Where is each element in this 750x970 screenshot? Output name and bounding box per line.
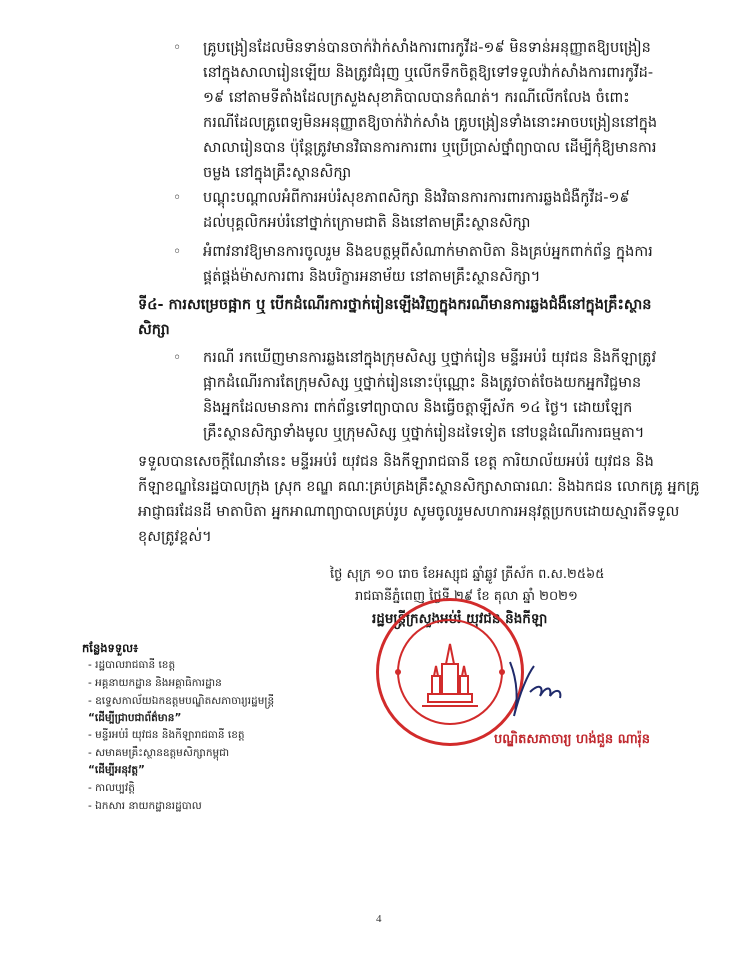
text-line: បណ្តុះបណ្តាលអំពីការអប់រំសុខភាពសិក្សា និងវិធានការការពារការឆ្លងជំងឺកូវីដ-១៩	[203, 190, 630, 206]
text-line: ខុសត្រូវខ្ពស់។	[138, 529, 212, 545]
page-number: 4	[376, 913, 382, 925]
bullet-marker: ◦	[173, 244, 182, 260]
cc-item: - មន្ទីរអប់រំ យុវជន និងកីឡារាជធានី ខេត្ត	[88, 729, 245, 741]
text-line: នៅក្នុងសាលារៀនឡើយ និងត្រូវជំរុញ ឬលើកទឹកចិត្តឱ្យទៅទទួលវ៉ាក់សាំងការពារកូវីដ-	[203, 65, 654, 81]
cc-item: - សមាគមគ្រឹះស្ថានឧត្តមសិក្សាកម្ពុជា	[88, 747, 230, 759]
cc-item: - រដ្ឋបាលរាជធានី ខេត្ត	[88, 659, 176, 671]
text-line: កីឡាខណ្ឌនៃរដ្ឋបាលក្រុង ស្រុក ខណ្ឌ គណៈគ្រប់គ្រងគ្រឹះស្ថានសិក្សាសាធារណៈ និងឯកជន លោកគ្រូ អ្នកគ្រូ	[138, 479, 700, 495]
cc-item: - ឯកសារ នាយកដ្ឋានរដ្ឋបាល	[88, 800, 202, 812]
text-line: ករណី រកឃើញមានការឆ្លងនៅក្នុងក្រុមសិស្ស ឬថ្នាក់រៀន មន្ទីរអប់រំ យុវជន និងកីឡាត្រូវ	[203, 350, 657, 366]
office-title: រដ្ឋមន្ត្រីក្រសួងអប់រំ យុវជន និងកីឡា	[372, 611, 548, 627]
lunar-date: ថ្ងៃ សុក្រ ១០ រោច ខែអស្សុជ ឆ្នាំឆ្លូវ ត្រីស័ក ព.ស.២៥៦៥	[330, 567, 605, 582]
text-line: ផ្គត់ផ្គង់ម៉ាសការពារ និងបរិក្ខារអនាម័យ នៅតាមគ្រឹះស្ថានសិក្សា។	[203, 269, 541, 285]
text-line: ចម្លង នៅក្នុងគ្រឹះស្ថានសិក្សា	[203, 165, 352, 181]
section-heading: ទី៤- ការសម្រេចផ្អាក ឬ បើកដំណើរការថ្នាក់រៀនឡើងវិញក្នុងករណីមានការឆ្លងជំងឺនៅក្នុងគ្រឹះស្ថាន	[138, 297, 652, 313]
text-line: អាជ្ញាធរដែនដី មាតាបិតា អ្នកអាណាព្យាបាលគ្រប់រូប សូមចូលរួមសហការអនុវត្តប្រកបដោយស្មារតីទទួល	[138, 504, 680, 520]
cc-item-note: “ដើម្បីអនុវត្ត”	[88, 764, 145, 776]
text-line: សាលារៀនបាន ប៉ុន្តែត្រូវមានវិធានការការពារ ឬប្រើប្រាស់ថ្នាំព្យាបាល ដើម្បីកុំឱ្យមានការ	[203, 140, 657, 156]
cc-item: - អគ្គនាយកដ្ឋាន និងអគ្គាធិការដ្ឋាន	[88, 677, 222, 689]
text-line: ទទួលបានសេចក្តីណែនាំនេះ មន្ទីរអប់រំ យុវជន និងកីឡារាជធានី ខេត្ត ការិយាល័យអប់រំ យុវជន និង	[138, 454, 654, 470]
text-line: អំពាវនាវឱ្យមានការចូលរួម និងឧបត្ថម្ភពីសំណាក់មាតាបិតា និងគ្រប់អ្នកពាក់ព័ន្ធ ក្នុងការ	[203, 244, 653, 260]
section-heading-cont: សិក្សា	[138, 322, 170, 338]
bullet-marker: ◦	[173, 40, 182, 56]
bullet-marker: ◦	[173, 190, 182, 206]
bullet-marker: ◦	[173, 350, 182, 366]
text-line: ករណីដែលគ្រូពេទ្យមិនអនុញ្ញាតឱ្យចាក់វ៉ាក់សាំង គ្រូបង្រៀនទាំងនោះអាចបង្រៀននៅក្នុង	[203, 115, 658, 131]
text-line: និងអ្នកដែលមានការ ពាក់ព័ន្ធទៅព្យាបាល និងធ្វើចត្តាឡីស័ក ១៤ ថ្ងៃ។ ដោយឡែក	[203, 400, 633, 416]
cc-title: កន្លែងទទួល៖	[82, 641, 139, 655]
text-line: ផ្អាកដំណើរការតែក្រុមសិស្ស ឬថ្នាក់រៀននោះប៉ុណ្ណោះ និងត្រូវចាត់ចែងយកអ្នកវិជ្ជមាន	[203, 375, 642, 391]
cc-item: - ឧទ្ទេសកាល័យឯកឧត្តមបណ្ឌិតសភាចារ្យរដ្ឋមន្ត្រី	[88, 695, 275, 707]
text-line: គ្រូបង្រៀនដែលមិនទាន់បានចាក់វ៉ាក់សាំងការពារកូវីដ-១៩ មិនទាន់អនុញ្ញាតឱ្យបង្រៀន	[203, 40, 651, 56]
cc-item: - កាលប្បវត្តិ	[88, 782, 135, 794]
cc-item-note: “ដើម្បីជ្រាបជាព័ត៌មាន”	[88, 712, 182, 724]
gregorian-date: រាជធានីភ្នំពេញ ថ្ងៃទី ២៩ ខែ តុលា ឆ្នាំ ២០២១	[355, 589, 578, 604]
signer-name: បណ្ឌិតសភាចារ្យ ហង់ជួន ណារ៉ុន	[494, 732, 651, 747]
text-line: ដល់បុគ្គលិកអប់រំនៅថ្នាក់ក្រោមជាតិ និងនៅតាមគ្រឹះស្ថានសិក្សា	[203, 215, 531, 231]
text-line: គ្រឹះស្ថានសិក្សាទាំងមូល ឬក្រុមសិស្ស ឬថ្នាក់រៀនដទៃទៀត នៅបន្តដំណើរការធម្មតា។	[203, 425, 645, 441]
text-line: ១៩ នៅតាមទីតាំងដែលក្រសួងសុខាភិបាលបានកំណត់។ ករណីលើកលែង ចំពោះ	[203, 90, 630, 106]
signature-mark	[500, 652, 570, 722]
